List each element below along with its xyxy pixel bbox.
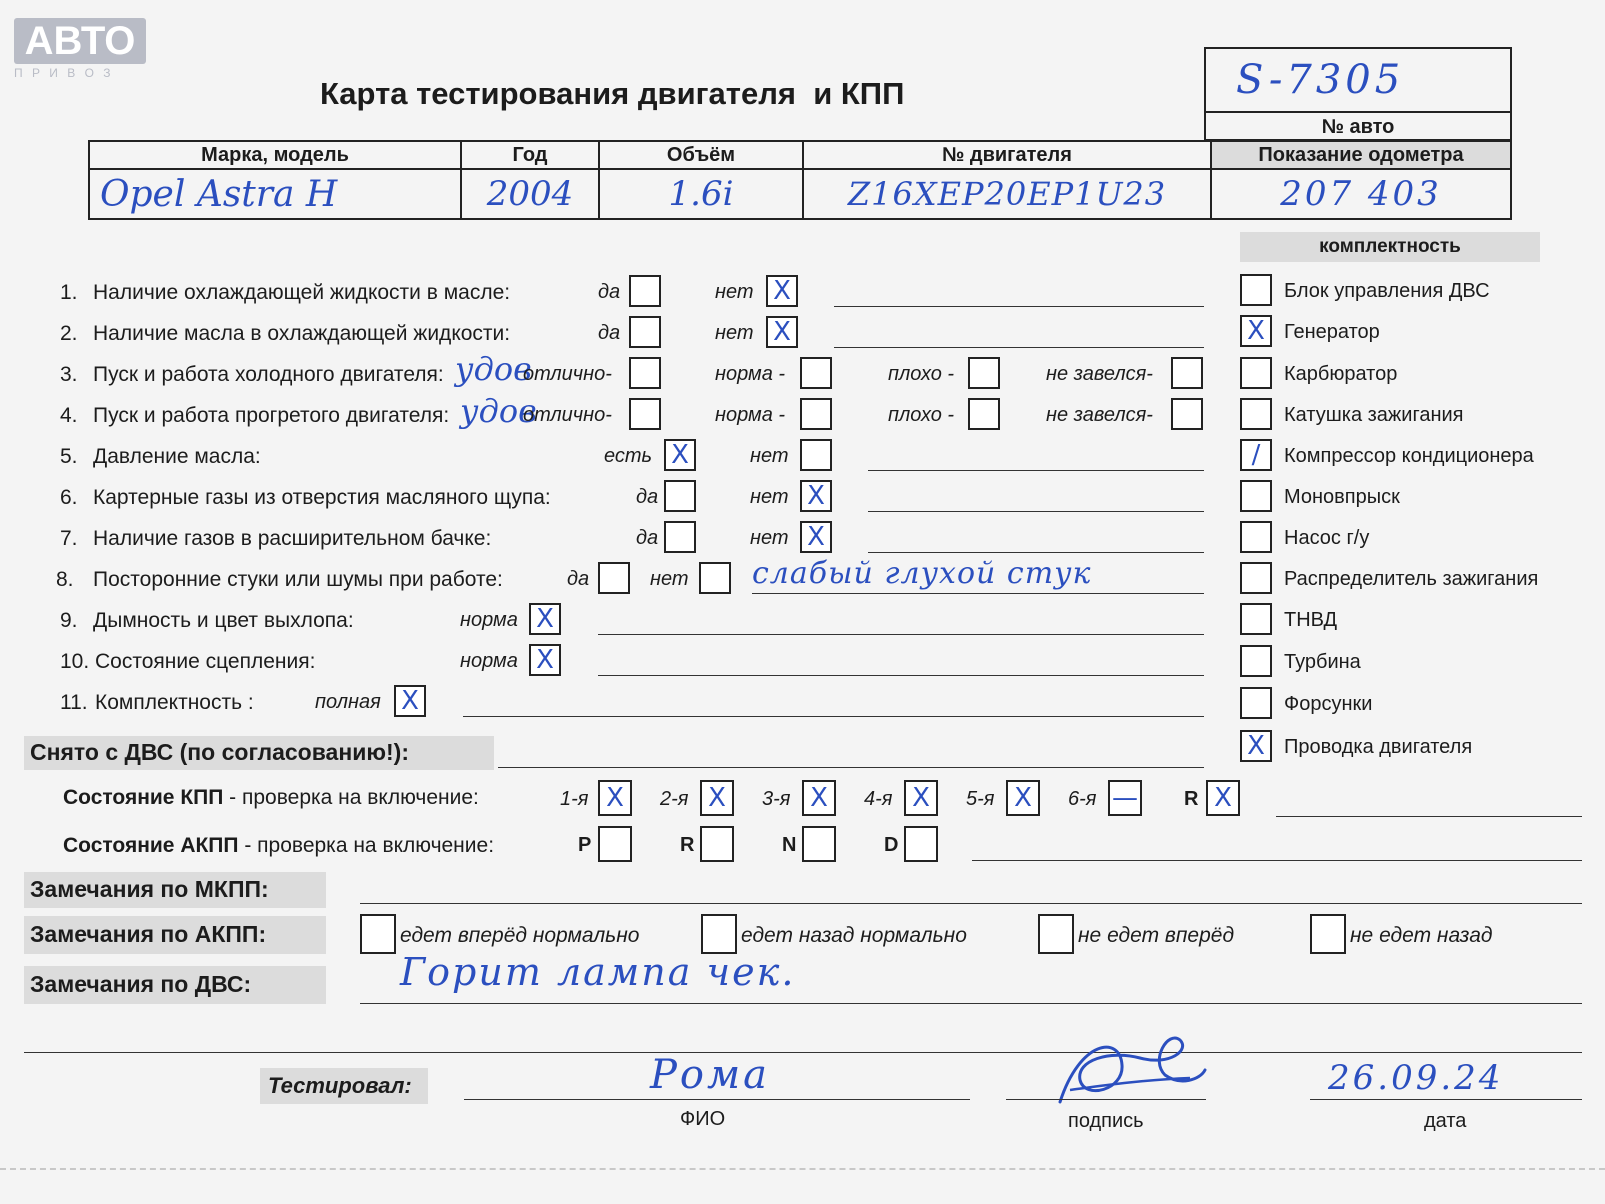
komplekt-checkbox[interactable]	[1240, 562, 1272, 594]
akpp-label-bold: Состояние АКПП	[63, 834, 239, 857]
q4-excellent-checkbox[interactable]	[629, 398, 661, 430]
q10-checkbox[interactable]	[529, 644, 561, 676]
komplekt-mark	[1242, 647, 1270, 675]
q9-number: 9.	[60, 609, 78, 632]
kpp-label-rest: - проверка на включение:	[223, 786, 479, 809]
q10-notes-line	[598, 675, 1204, 676]
q7-no-mark: X	[807, 522, 825, 552]
q3-opt-excellent: отлично-	[523, 363, 612, 385]
fio-caption: ФИО	[680, 1108, 726, 1130]
kpp-notes-line	[1276, 816, 1582, 817]
komplekt-item-label: Генератор	[1284, 321, 1380, 343]
col-engine-label: № двигателя	[942, 143, 1072, 166]
q5-no-label: нет	[750, 445, 789, 467]
akpp-mode-checkbox[interactable]	[700, 826, 734, 862]
tear-edge	[0, 1168, 1605, 1173]
date-caption: дата	[1424, 1110, 1467, 1132]
q4-opt-normal: норма -	[715, 404, 786, 426]
name-line	[464, 1099, 970, 1100]
akpp-no-forward-label: не едет вперёд	[1078, 924, 1235, 947]
akpp-label-rest: - проверка на включение:	[238, 834, 495, 857]
q6-label: Картерные газы из отверстия масляного щупа:	[93, 486, 551, 509]
q8-label: Посторонние стуки или шумы при работе:	[93, 568, 503, 591]
komplekt-checkbox[interactable]	[1240, 398, 1272, 430]
akpp-forward-ok-checkbox[interactable]	[360, 914, 396, 954]
q5-number: 5.	[60, 445, 78, 468]
car-info-table	[88, 140, 1512, 220]
q2-no-checkbox[interactable]	[766, 316, 798, 348]
komplekt-checkbox[interactable]	[1240, 315, 1272, 347]
komplekt-item-label: Блок управления ДВС	[1284, 280, 1490, 302]
q8-yes-checkbox[interactable]	[598, 562, 630, 594]
q4-opt-excellent: отлично-	[523, 404, 612, 426]
q10-mark: X	[536, 645, 554, 675]
akpp-mode-label: D	[884, 834, 899, 856]
q7-notes-line	[868, 552, 1204, 553]
q5-yes-label: есть	[604, 445, 653, 467]
q11-option-label: полная	[315, 691, 381, 713]
q1-no-mark: X	[773, 276, 791, 306]
komplekt-item-label: Проводка двигателя	[1284, 736, 1473, 758]
removed-line	[498, 767, 1204, 768]
kpp-gear-label: 2-я	[660, 788, 689, 810]
q7-yes-checkbox[interactable]	[664, 521, 696, 553]
q9-label: Дымность и цвет выхлопа:	[93, 609, 354, 632]
komplekt-checkbox[interactable]	[1240, 521, 1272, 553]
q5-label: Давление масла:	[93, 445, 261, 468]
car-number-label: № авто	[1206, 111, 1510, 141]
page-title: Карта тестирования двигателя и КПП	[320, 76, 905, 111]
komplekt-checkbox[interactable]	[1240, 357, 1272, 389]
col-odometer-label: Показание одометра	[1258, 143, 1464, 166]
q2-label: Наличие масла в охлаждающей жидкости:	[93, 322, 511, 345]
kpp-gear-mark: X	[810, 783, 828, 813]
komplekt-mark: /	[1251, 440, 1261, 470]
kpp-gear-checkbox[interactable]	[1108, 780, 1142, 816]
q10-label: Состояние сцепления:	[95, 650, 316, 673]
q6-yes-label: да	[636, 486, 659, 508]
q9-option-label: норма	[460, 609, 518, 631]
q4-bad-checkbox[interactable]	[968, 398, 1000, 430]
q4-opt-bad: плохо -	[888, 404, 955, 426]
q1-label: Наличие охлаждающей жидкости в масле:	[93, 281, 511, 304]
komplekt-item-label: Турбина	[1284, 651, 1361, 673]
brand-value: Opel Astra H	[100, 173, 338, 215]
q6-no-checkbox[interactable]	[800, 480, 832, 512]
q3-opt-normal: норма -	[715, 363, 786, 385]
q2-notes-line	[834, 347, 1204, 348]
q7-number: 7.	[60, 527, 78, 550]
komplekt-item-label: Карбюратор	[1284, 363, 1398, 385]
q3-normal-checkbox[interactable]	[800, 357, 832, 389]
q8-note: слабый глухой стук	[752, 556, 1092, 591]
komplekt-mark	[1242, 605, 1270, 633]
kpp-gear-mark: X	[1214, 783, 1232, 813]
q11-mark: X	[401, 686, 419, 716]
komplekt-mark	[1242, 482, 1270, 510]
komplekt-mark	[1242, 400, 1270, 428]
q5-notes-line	[868, 470, 1204, 471]
komplekt-mark: X	[1247, 731, 1265, 761]
q10-option-label: норма	[460, 650, 518, 672]
kpp-gear-label: 6-я	[1068, 788, 1097, 810]
q1-yes-checkbox[interactable]	[629, 275, 661, 307]
q3-nostart-checkbox[interactable]	[1171, 357, 1203, 389]
q6-no-label: нет	[750, 486, 789, 508]
q5-yes-checkbox[interactable]	[664, 439, 696, 471]
remarks-extra-line	[24, 1052, 1582, 1053]
akpp-mode-label: R	[680, 834, 695, 856]
akpp-reverse-ok-label: едет назад нормально	[741, 924, 967, 947]
car-number-box	[1204, 47, 1512, 141]
q1-number: 1.	[60, 281, 78, 304]
q2-no-mark: X	[773, 317, 791, 347]
q6-number: 6.	[60, 486, 78, 509]
kpp-gear-label: R	[1184, 788, 1199, 810]
kpp-label-bold: Состояние КПП	[63, 786, 224, 809]
q1-no-checkbox[interactable]	[766, 275, 798, 307]
akpp-no-forward-checkbox[interactable]	[1038, 914, 1074, 954]
remarks-dvs-line	[360, 1003, 1582, 1004]
q9-checkbox[interactable]	[529, 603, 561, 635]
kpp-gear-mark: X	[708, 783, 726, 813]
q11-number: 11.	[60, 691, 88, 714]
logo-text: АВТО	[14, 18, 146, 64]
tested-label: Тестировал:	[268, 1073, 412, 1098]
komplekt-checkbox[interactable]	[1240, 645, 1272, 677]
q2-no-label: нет	[715, 322, 754, 344]
q4-note: удов	[460, 392, 537, 430]
komplekt-mark	[1242, 564, 1270, 592]
kpp-gear-checkbox[interactable]	[700, 780, 734, 816]
q11-notes-line	[463, 716, 1204, 717]
q2-yes-label: да	[598, 322, 621, 344]
kpp-gear-mark: X	[912, 783, 930, 813]
remarks-mkpp-label: Замечания по МКПП:	[30, 876, 269, 902]
removed-label: Снято с ДВС (по согласованию!):	[30, 739, 409, 765]
akpp-forward-ok-label: едет вперёд нормально	[400, 924, 640, 947]
logo-subtext: П Р И В О З	[14, 66, 114, 80]
remarks-dvs-note: Горит лампа чек.	[400, 950, 796, 994]
q5-yes-mark: X	[671, 440, 689, 470]
q4-normal-checkbox[interactable]	[800, 398, 832, 430]
kpp-gear-label: 1-я	[560, 788, 589, 810]
komplekt-checkbox[interactable]	[1240, 439, 1272, 471]
kpp-gear-mark: X	[1014, 783, 1032, 813]
col-volume-label: Объём	[666, 143, 736, 166]
q7-yes-label: да	[636, 527, 659, 549]
q9-notes-line	[598, 634, 1204, 635]
komplekt-item-label: Насос г/у	[1284, 527, 1370, 549]
kpp-label	[63, 786, 479, 810]
q3-note: удов	[455, 350, 532, 388]
q8-yes-label: да	[567, 568, 590, 590]
q3-opt-nostart: не завелся-	[1046, 363, 1153, 385]
q1-yes-mark	[631, 277, 659, 305]
komplekt-item-label: Катушка зажигания	[1284, 404, 1464, 426]
q6-yes-checkbox[interactable]	[664, 480, 696, 512]
date-line	[1310, 1099, 1582, 1100]
volume-value: 1.6i	[668, 174, 734, 214]
q9-mark: X	[536, 604, 554, 634]
akpp-mode-label: N	[782, 834, 797, 856]
odometer-value: 207 403	[1280, 174, 1442, 214]
komplekt-item-label: Компрессор кондиционера	[1284, 445, 1534, 467]
kpp-gear-checkbox[interactable]	[1206, 780, 1240, 816]
signature	[1040, 1020, 1210, 1120]
q3-excellent-checkbox[interactable]	[629, 357, 661, 389]
remarks-akpp-label: Замечания по АКПП:	[30, 921, 267, 947]
komplekt-mark: X	[1247, 316, 1265, 346]
komplekt-checkbox[interactable]	[1240, 603, 1272, 635]
logo	[14, 18, 146, 80]
q2-number: 2.	[60, 322, 78, 345]
year-value: 2004	[486, 174, 574, 214]
kpp-gear-checkbox[interactable]	[904, 780, 938, 816]
komplektnost-title: комплектность	[1319, 236, 1461, 257]
remarks-dvs-label: Замечания по ДВС:	[30, 971, 252, 997]
col-brand-label: Марка, модель	[201, 143, 349, 166]
komplekt-checkbox[interactable]	[1240, 687, 1272, 719]
signature-caption: подпись	[1068, 1110, 1144, 1132]
q8-number: 8.	[56, 568, 74, 591]
komplekt-item-label: Распределитель зажигания	[1284, 568, 1539, 590]
q1-notes-line	[834, 306, 1204, 307]
akpp-label	[63, 834, 494, 858]
akpp-mode-label: P	[578, 834, 592, 856]
kpp-gear-mark: —	[1112, 783, 1138, 813]
kpp-gear-label: 4-я	[864, 788, 893, 810]
q4-number: 4.	[60, 404, 78, 427]
akpp-mode-checkbox[interactable]	[904, 826, 938, 862]
komplekt-checkbox[interactable]	[1240, 730, 1272, 762]
q6-no-mark: X	[807, 481, 825, 511]
komplekt-mark	[1242, 523, 1270, 551]
komplekt-item-label: Форсунки	[1284, 693, 1373, 715]
kpp-gear-checkbox[interactable]	[598, 780, 632, 816]
akpp-mode-checkbox[interactable]	[802, 826, 836, 862]
q8-no-checkbox[interactable]	[699, 562, 731, 594]
q4-label: Пуск и работа прогретого двигателя:	[93, 404, 450, 427]
komplekt-mark	[1242, 689, 1270, 717]
q2-yes-mark	[631, 318, 659, 346]
q3-bad-checkbox[interactable]	[968, 357, 1000, 389]
kpp-gear-checkbox[interactable]	[1006, 780, 1040, 816]
q2-yes-checkbox[interactable]	[629, 316, 661, 348]
q4-nostart-checkbox[interactable]	[1171, 398, 1203, 430]
q6-notes-line	[868, 511, 1204, 512]
q1-yes-label: да	[598, 281, 621, 303]
q3-number: 3.	[60, 363, 78, 386]
q7-no-label: нет	[750, 527, 789, 549]
akpp-no-reverse-label: не едет назад	[1350, 924, 1493, 947]
test-date: 26.09.24	[1328, 1058, 1504, 1098]
q3-label: Пуск и работа холодного двигателя:	[93, 363, 444, 386]
q11-label: Комплектность :	[95, 691, 254, 714]
akpp-mode-checkbox[interactable]	[598, 826, 632, 862]
komplekt-item-label: Моновпрыск	[1284, 486, 1400, 508]
q10-number: 10.	[60, 650, 90, 673]
car-number-value: S-7305	[1236, 57, 1405, 103]
komplekt-mark	[1242, 276, 1270, 304]
q7-label: Наличие газов в расширительном бачке:	[93, 527, 492, 550]
q4-opt-nostart: не завелся-	[1046, 404, 1153, 426]
col-year-label: Год	[512, 143, 548, 166]
tester-name: Рома	[650, 1052, 771, 1098]
q7-no-checkbox[interactable]	[800, 521, 832, 553]
q7-yes-mark	[666, 523, 694, 551]
q6-yes-mark	[666, 482, 694, 510]
q1-no-label: нет	[715, 281, 754, 303]
q5-no-mark	[802, 441, 830, 469]
remarks-mkpp-line	[360, 903, 1582, 904]
akpp-notes-line	[972, 860, 1582, 861]
q11-checkbox[interactable]	[394, 685, 426, 717]
komplekt-checkbox[interactable]	[1240, 274, 1272, 306]
komplekt-mark	[1242, 359, 1270, 387]
q8-no-label: нет	[650, 568, 689, 590]
q5-no-checkbox[interactable]	[800, 439, 832, 471]
komplekt-checkbox[interactable]	[1240, 480, 1272, 512]
engine-number-value: Z16XEP20EP1U23	[847, 175, 1167, 213]
signature-line	[1006, 1099, 1206, 1100]
kpp-gear-checkbox[interactable]	[802, 780, 836, 816]
akpp-no-reverse-checkbox[interactable]	[1310, 914, 1346, 954]
komplekt-item-label: ТНВД	[1284, 609, 1338, 631]
q8-notes-line	[752, 593, 1204, 594]
kpp-gear-label: 3-я	[762, 788, 791, 810]
q3-opt-bad: плохо -	[888, 363, 955, 385]
kpp-gear-mark: X	[606, 783, 624, 813]
akpp-reverse-ok-checkbox[interactable]	[701, 914, 737, 954]
kpp-gear-label: 5-я	[966, 788, 995, 810]
